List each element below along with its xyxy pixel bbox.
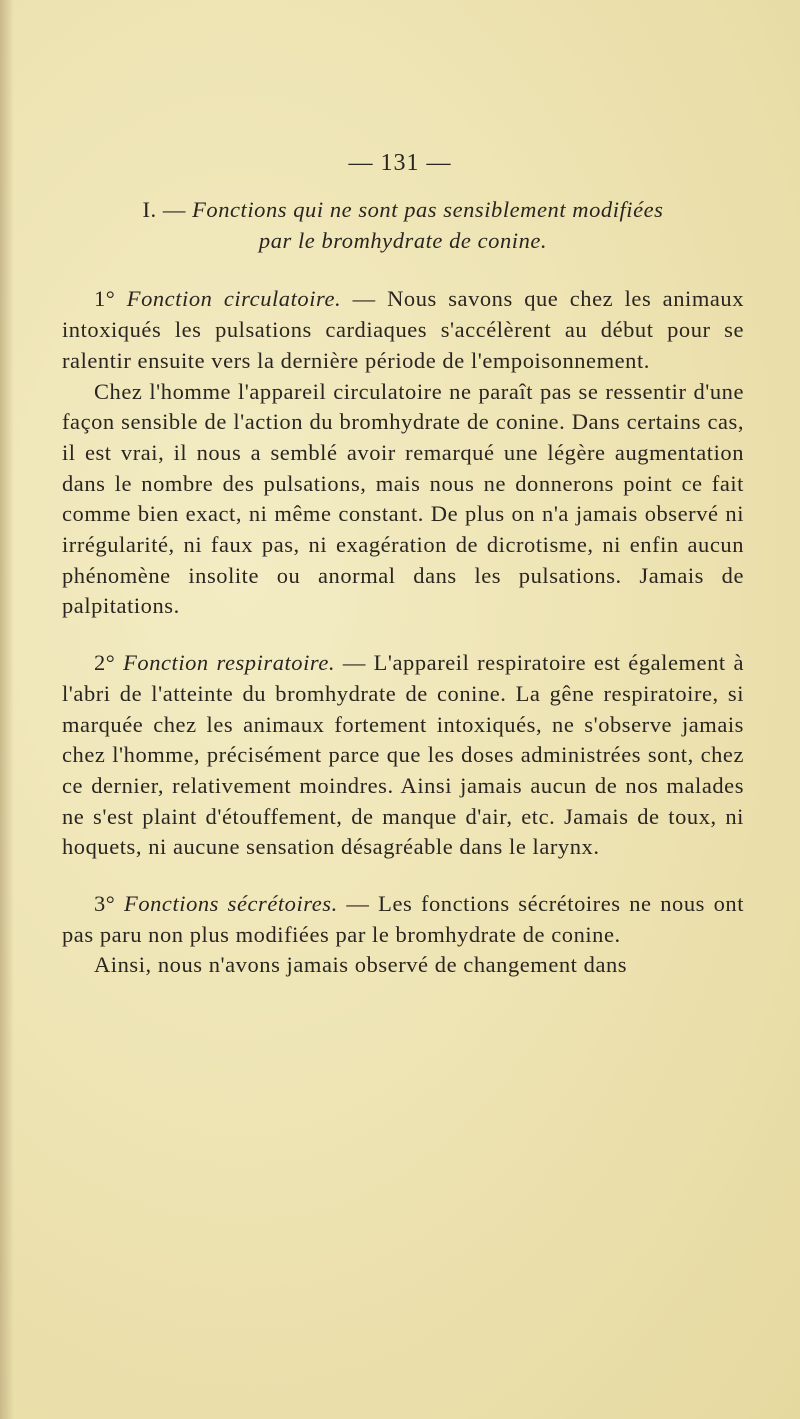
page-number: — 131 — — [348, 150, 452, 176]
paragraph-lead: 2° — [94, 650, 124, 676]
section-title-number: I. — — [142, 197, 193, 222]
paragraph-heading: Fonction circulatoire. — [126, 286, 342, 312]
paragraph-text: Chez l'homme l'appareil circulatoire ne paraît pas se ressentir d'une façon sensible de l'action du bromhydrate de conine. Dans certains cas, il est vrai, il nous a semblé avoir remarqué une légère augmentation dans le nombre des pulsations, mais nous ne donnerons point ce fait comme bien exact, ni même constant. De plus on n'a jamais observé ni irrégularité, ni faux pas, ni exagération de dicrotisme, ni enfin aucun phénomène insolite ou anormal dans les pulsations. Jamais de palpitations. — [62, 378, 744, 619]
page-edge-shadow — [0, 0, 14, 1419]
section-title-line2: par le bromhydrate de conine. — [258, 227, 548, 253]
paragraph-respiratory — [62, 648, 744, 863]
paragraph-text: — Nous savons que chez les animaux intoxiqués les pulsations cardiaques s'accélèrent au début pour se ralentir ensuite vers la dernière période de l'empoisonnement. — [62, 286, 745, 373]
paragraph-text: Ainsi, nous n'avons jamais observé de changement dans — [94, 952, 628, 978]
paragraph-lead: 3° — [94, 891, 125, 917]
paragraph-secretory — [62, 889, 744, 950]
paragraph-heading: Fonctions sécrétoires. — [124, 891, 338, 917]
paragraph-human-circulatory — [62, 377, 744, 623]
paragraph-lead: 1° — [94, 286, 127, 312]
paragraph-text: — L'appareil respiratoire est également à l'abri de l'atteinte du bromhydrate de conine. La gêne respiratoire, si marquée chez les animaux fortement intoxiqués, ne s'observe jamais chez l'homme, précisément parce que les doses administrées sont, chez ce dernier, relativement moindres. Ainsi jamais aucun de nos malades ne s'est plaint d'étouffement, de manque d'air, etc. Jamais de toux, ni hoquets, ni aucune sensation désagréable dans le larynx. — [62, 650, 744, 860]
paragraph-text: — Les fonctions sécrétoires ne nous ont pas paru non plus modifiées par le bromhydrate de conine. — [62, 891, 745, 947]
section-title — [62, 195, 744, 256]
paragraph-circulatory — [62, 284, 744, 376]
paragraph-continuation — [62, 950, 744, 981]
section-title-line1: Fonctions qui ne sont pas sensiblement modifiées — [192, 197, 664, 222]
page-body — [62, 195, 744, 981]
paragraph-heading: Fonction respiratoire. — [123, 650, 336, 676]
